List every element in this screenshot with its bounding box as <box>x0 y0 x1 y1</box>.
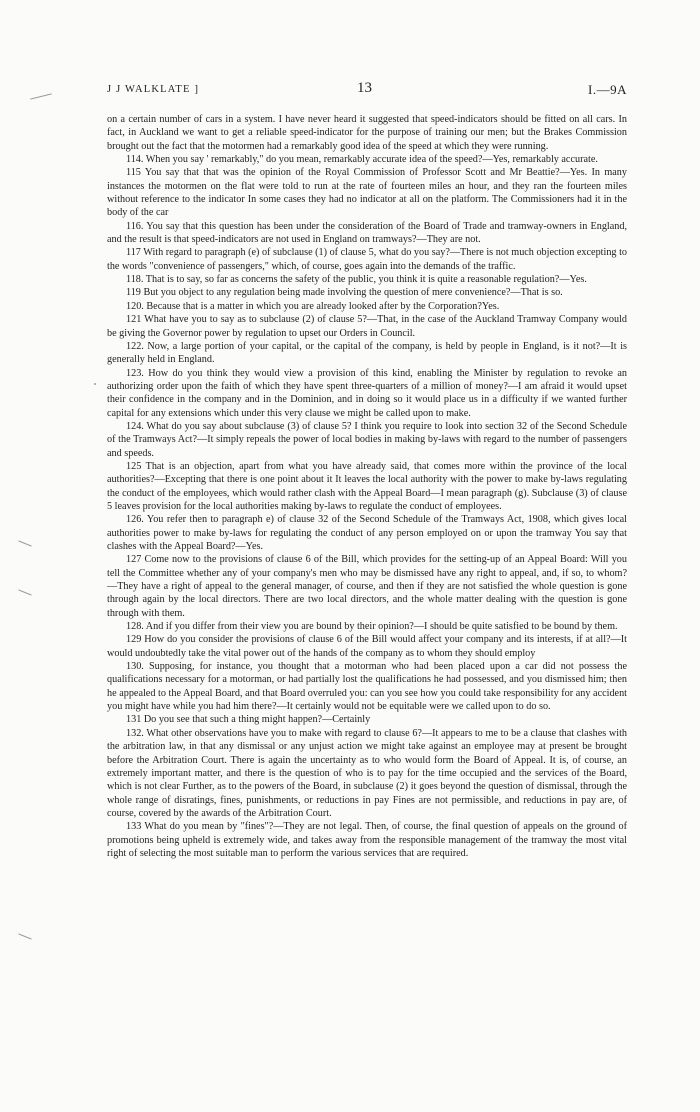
question-118: 118. That is to say, so far as concerns the safety of the public, you think it is quite a reasonable regulation?—Yes. <box>126 274 587 286</box>
margin-mark <box>18 933 31 939</box>
paragraph-continuation: on a certain number of cars in a system. I have never heard it suggested that speed-indicators should be fitted on all cars. In fact, in Auckland we want to get a reliable speed-indicator for the purpose of training our men; but the Brakes Commission brought out the fact that the motormen had a remarkably good idea of the speed at which they were running. <box>107 114 627 152</box>
page-header <box>107 80 627 100</box>
document-reference: I.—9A <box>588 82 627 97</box>
margin-mark <box>30 93 52 99</box>
question-131: 131 Do you see that such a thing might happen?—Certainly <box>126 714 371 726</box>
question-122: 122. Now, a large portion of your capital, or the capital of the company, is held by people in England, is it not?—It is generally held in England. <box>107 340 627 366</box>
page-number: 13 <box>357 80 372 96</box>
question-127: 127 Come now to the provisions of clause 6 of the Bill, which provides for the setting-up of an Appeal Board: Will you tell the Committee whether any of your company's men who may be dismissed have any right to appeal, and, if so, to whom?—They have a right of appeal to the general manager, of course, and then if they are not satisfied the whole question is gone through again by the local directors. There are two local directors, and the whole matter dealing with the question is gone through with them. <box>107 554 627 619</box>
witness-name: J J WALKLATE ] <box>107 84 200 95</box>
body-text <box>107 113 627 860</box>
margin-mark <box>18 589 31 595</box>
question-133: 133 What do you mean by "fines"?—They are not legal. Then, of course, the final question of appeals on the ground of promotions being upheld is extremely wide, and takes away from the responsible management of the tramway the most vital right of selecting the most suitable man to perform the various services that are required. <box>107 821 627 859</box>
margin-dot <box>94 383 96 385</box>
question-128: 128. And if you differ from their view you are bound by their opinion?—I should be quite satisfied to be bound by them. <box>126 621 618 633</box>
question-125: 125 That is an objection, apart from what you have already said, that comes more within the province of the local authorities?—Excepting that there is one point about it It leaves the local authority with the power to make by-laws regulating the conduct of the employees, which would rather clash with the Appeal Board—I mean paragraph (g). Subclause (3) of clause 5 leaves provision for the local authorities making by-laws to regulate the conduct of employees. <box>107 460 627 512</box>
question-132: 132. What other observations have you to make with regard to clause 6?—It appears to me to be a clause that clashes with the arbitration law, in that any dismissal or any unjust action we might take against an employee may at present be brought before the Arbitration Court. There is again the uncertainty as to who would form the Board of Appeal. It is, of course, an extremely important matter, and there is the question of who is to pay for the time occupied and the services of the Board, which is not clear Further, as to the powers of the Board, in subclause (2) it goes beyond the question of dismissal, through the whole range of disratings, fines, punishments, or reductions in pay Fines are not permissible, and reductions in pay are, of course, covered by the awards of the Arbitration Court. <box>107 727 627 819</box>
question-126: 126. You refer then to paragraph e) of clause 32 of the Second Schedule of the Tramways Act, 1908, which gives local authorities power to make by-laws for regulating the conduct of any person employed on or upon the tramway You say that clashes with the Appeal Board?—Yes. <box>107 514 627 552</box>
question-121: 121 What have you to say as to subclause (2) of clause 5?—That, in the case of the Auckland Tramway Company would be giving the Governor power by regulation to upset our Orders in Council. <box>107 314 627 339</box>
question-124: 124. What do you say about subclause (3) of clause 5? I think you require to look into section 32 of the Second Schedule of the Tramways Act?—It simply repeals the power of local bodies in making by-laws with regard to the number of passengers and speeds. <box>107 420 627 459</box>
question-115: 115 You say that that was the opinion of the Royal Commission of Professor Scott and Mr Beattie?—Yes. In many instances the motormen on the flat were told to run at the rate of fourteen miles an hour, and they ran the fourteen miles without reference to the indicator In some cases they had no indicator at all on the platform. The Commissioners had it in the body of the car <box>107 167 627 219</box>
question-129: 129 How do you consider the provisions of clause 6 of the Bill would affect your company and its interests, if at all?—It would undoubtedly take the vital power out of the hands of the company as to whom they should employ <box>107 634 627 659</box>
question-117: 117 With regard to paragraph (e) of subclause (1) of clause 5, what do you say?—There is not much objection excepting to the words "convenience of passengers," which, of course, goes again into the demands of the traffic. <box>107 247 627 272</box>
question-120: 120. Because that is a matter in which you are already looked after by the Corporation?Yes. <box>126 300 500 312</box>
question-119: 119 But you object to any regulation being made involving the question of mere convenience?—That is so. <box>126 287 563 299</box>
margin-mark <box>18 540 31 546</box>
question-114: 114. When you say ' remarkably," do you mean, remarkably accurate idea of the speed?—Yes, remarkably accurate. <box>126 154 598 166</box>
question-116: 116. You say that this question has been under the consideration of the Board of Trade and tramway-owners in England, and the result is that speed-indicators are not used in England on tramways?—They are not. <box>107 220 627 246</box>
question-130: 130. Supposing, for instance, you thought that a motorman who had been placed upon a car did not possess the qualifications necessary for a motorman, or had partially lost the qualifications he had possessed, and you dismissed him; then he appealed to the Appeal Board, and that Board overruled you: can you see how you could take responsibility for any accident you might have while you had him there?—It certainly would not be equitable were we called upon to do so. <box>107 661 627 713</box>
question-123: 123. How do you think they would view a provision of this kind, enabling the Minister by regulation to revoke an authorizing order upon the faith of which they have spent three-quarters of a million of money?—I am afraid it would upset their confidence in the company and in the Dominion, and in doing so it would place us in a difficulty if we wanted further capital for any extensions which under this very clause we might be called upon to make. <box>107 367 627 419</box>
